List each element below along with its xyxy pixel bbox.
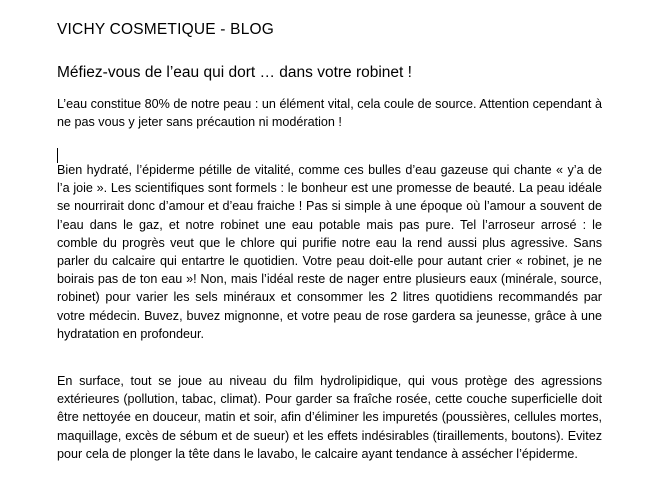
blog-title: VICHY COSMETIQUE - BLOG	[57, 21, 275, 38]
intro-paragraph[interactable]: L’eau constitue 80% de notre peau : un élément vital, cela coule de source. Attention cependant à ne pas vous y jeter sans précaution ni modération !	[57, 97, 602, 130]
body-paragraph-2[interactable]: En surface, tout se joue au niveau du film hydrolipidique, qui vous protège des agressions extérieures (pollution, tabac, climat). Pour garder sa fraîche rosée, cette couche superficielle doit être nettoyée en douceur, matin et soir, afin d’éliminer les impuretés (poussières, cellules mortes, maquillage, excès de sébum et de sueur) et les effets indésirables (tiraillements, boutons). Evitez pour cela de plonger la tête dans le lavabo, le calcaire ayant tendance à assécher l’épiderme.	[57, 374, 602, 461]
body-paragraph-1[interactable]: Bien hydraté, l’épiderme pétille de vitalité, comme ces bulles d’eau gazeuse qui chante « y’a de l’a joie ». Les scientifiques sont formels : le bonheur est une promesse de beauté. La peau idéale se nourrirait donc d’amour et d’eau fraiche ! Pas si simple à une époque où l’amour a souvent de l’eau dans le gaz, et notre robinet une eau potable mais pas pure. Tel l’arroseur arrosé : le comble du progrès veut que le chlore qui purifie notre eau la rend aussi plus agressive. Sans parler du calcaire qui entartre le quotidien. Votre peau doit-elle pour autant crier « robinet, je ne boirais pas de ton eau »! Non, mais l’idéal reste de nager entre plusieurs eaux (minérale, source, robinet) pour varier les sels minéraux et consommer les 2 litres quotidiens recommandés par votre médecin. Buvez, buvez mignonne, et votre peau de rose gardera sa jeunesse, grâce à une hydratation en profondeur.	[57, 163, 602, 341]
article-title: Méfiez-vous de l’eau qui dort … dans votre robinet !	[57, 64, 412, 81]
